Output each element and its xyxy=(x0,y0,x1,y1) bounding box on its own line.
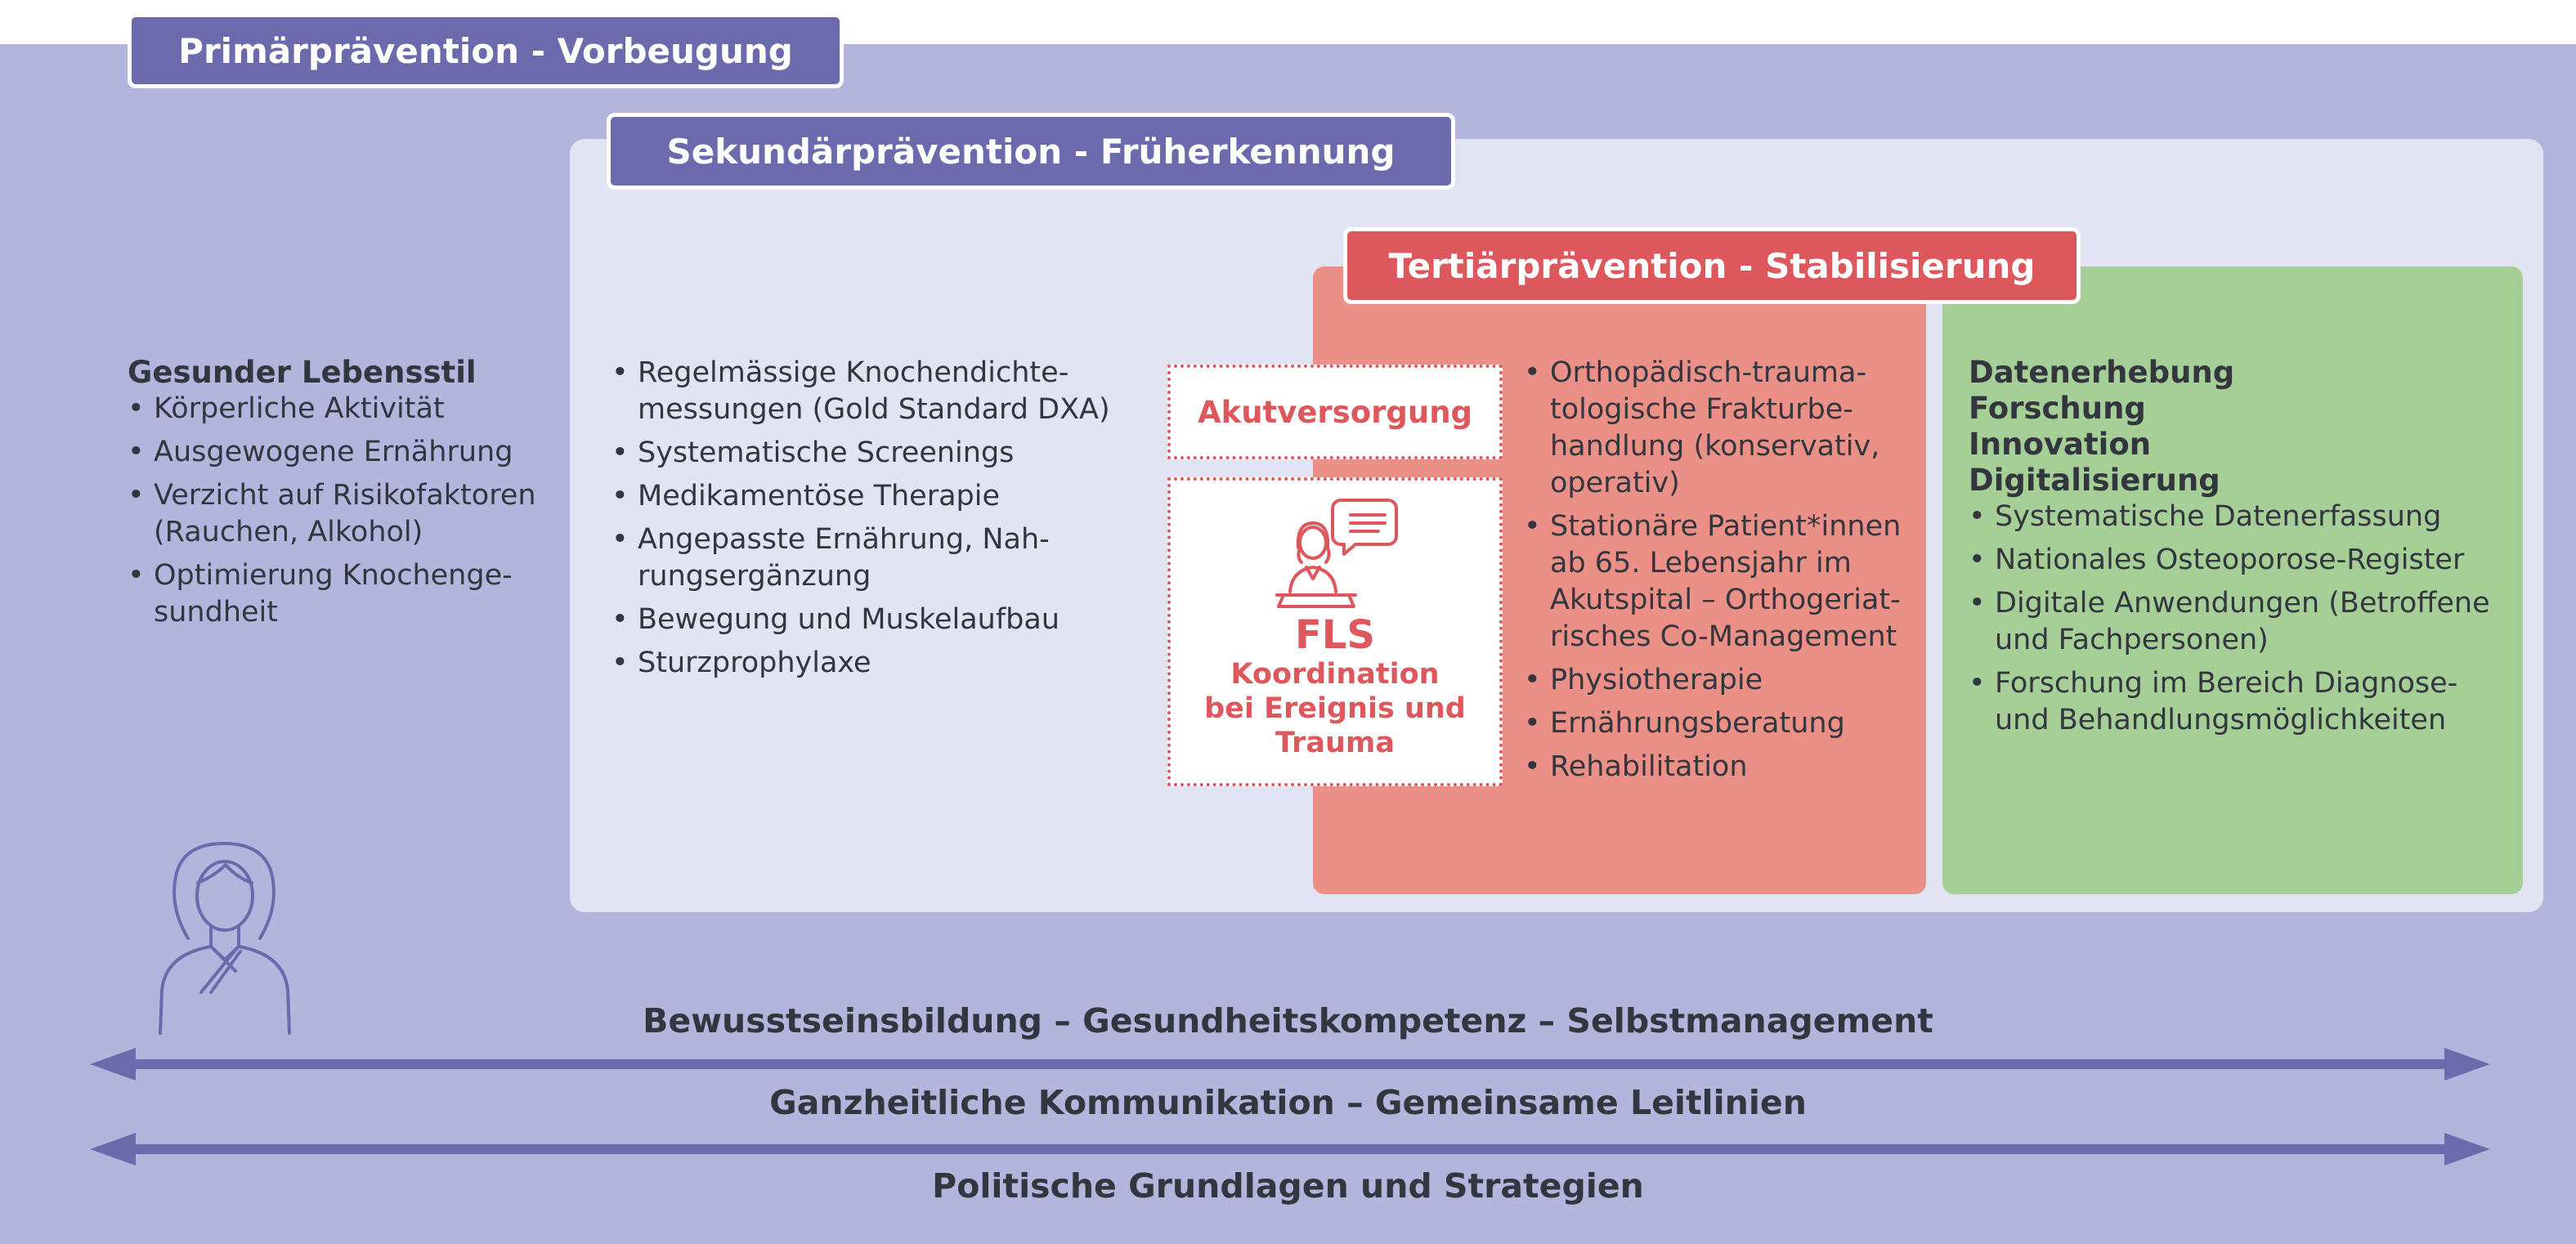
healthy-lifestyle-list xyxy=(128,391,553,631)
list-item: • Digitale Anwendungen (Betroffene und Fachpersonen) xyxy=(1969,585,2500,659)
data-research-column xyxy=(1969,355,2500,745)
healthy-lifestyle-heading: Gesunder Lebensstil xyxy=(128,355,477,390)
healthy-lifestyle-column xyxy=(128,355,553,638)
awareness-band-label: Bewusstseinsbildung – Gesundheitskompetenz – Selbstmanagement xyxy=(643,1001,1933,1040)
early-detection-list xyxy=(612,355,1151,682)
acute-care-label: Akutversorgung xyxy=(1197,394,1473,430)
fls-subtitle-line: Trauma xyxy=(1275,727,1395,759)
list-item: • Bewegung und Muskelaufbau xyxy=(612,602,1151,638)
list-item: • Regelmässige Knochendichtemessungen (Gold Standard DXA) xyxy=(612,355,1151,428)
coordinator-speech-icon xyxy=(1266,490,1404,613)
list-item: • Angepasste Ernährung, Nahrungsergänzung xyxy=(612,521,1151,595)
stabilisation-list xyxy=(1524,355,1924,785)
list-item: • Optimierung Knochengesundheit xyxy=(128,557,553,631)
fls-subtitle-line: bei Ereignis und xyxy=(1204,692,1466,725)
fls-subtitle-line: Koordination xyxy=(1230,658,1440,691)
list-item: • Forschung im Bereich Diagnose- und Behandlungsmöglichkeiten xyxy=(1969,665,2500,739)
list-item: • Stationäre Patient*innen ab 65. Lebensjahr im Akutspital – Orthogeriatrisches Co-Management xyxy=(1524,508,1924,656)
list-item: • Ausgewogene Ernährung xyxy=(128,434,553,471)
stabilisation-column xyxy=(1524,355,1924,792)
list-item: • Systematische Screenings xyxy=(612,435,1151,472)
data-research-list xyxy=(1969,499,2500,739)
list-item: • Ernährungsberatung xyxy=(1524,705,1924,742)
list-item: • Systematische Datenerfassung xyxy=(1969,499,2500,535)
communication-band-label: Ganzheitliche Kommunikation – Gemeinsame Leitlinien xyxy=(769,1083,1807,1122)
secondary-prevention-title: Sekundärprävention - Früherkennung xyxy=(607,113,1455,190)
data-heading-line: Digitalisierung xyxy=(1969,463,2220,498)
list-item: • Orthopädisch-traumatologische Frakturbehandlung (konservativ, operativ) xyxy=(1524,355,1924,502)
list-item: • Nationales Osteoporose-Register xyxy=(1969,542,2500,579)
double-arrow-icon xyxy=(90,1131,2490,1167)
tertiary-prevention-title: Tertiärprävention - Stabilisierung xyxy=(1343,227,2081,304)
primary-prevention-title: Primärprävention - Vorbeugung xyxy=(128,13,844,88)
fls-title: FLS xyxy=(1295,612,1375,658)
list-item: • Medikamentöse Therapie xyxy=(612,478,1151,515)
fls-box xyxy=(1167,477,1503,786)
list-item: • Sturzprophylaxe xyxy=(612,645,1151,682)
data-heading-line: Innovation xyxy=(1969,427,2152,462)
data-heading-line: Forschung xyxy=(1969,391,2146,426)
list-item: • Physiotherapie xyxy=(1524,662,1924,699)
policy-band-label: Politische Grundlagen und Strategien xyxy=(932,1166,1644,1206)
data-heading-line: Datenerhebung xyxy=(1969,355,2235,390)
early-detection-column xyxy=(612,355,1151,688)
acute-care-box xyxy=(1167,365,1503,459)
list-item: • Körperliche Aktivität xyxy=(128,391,553,427)
double-arrow-icon xyxy=(90,1046,2490,1082)
list-item: • Verzicht auf Risikofaktoren (Rauchen, Alkohol) xyxy=(128,477,553,551)
list-item: • Rehabilitation xyxy=(1524,749,1924,785)
